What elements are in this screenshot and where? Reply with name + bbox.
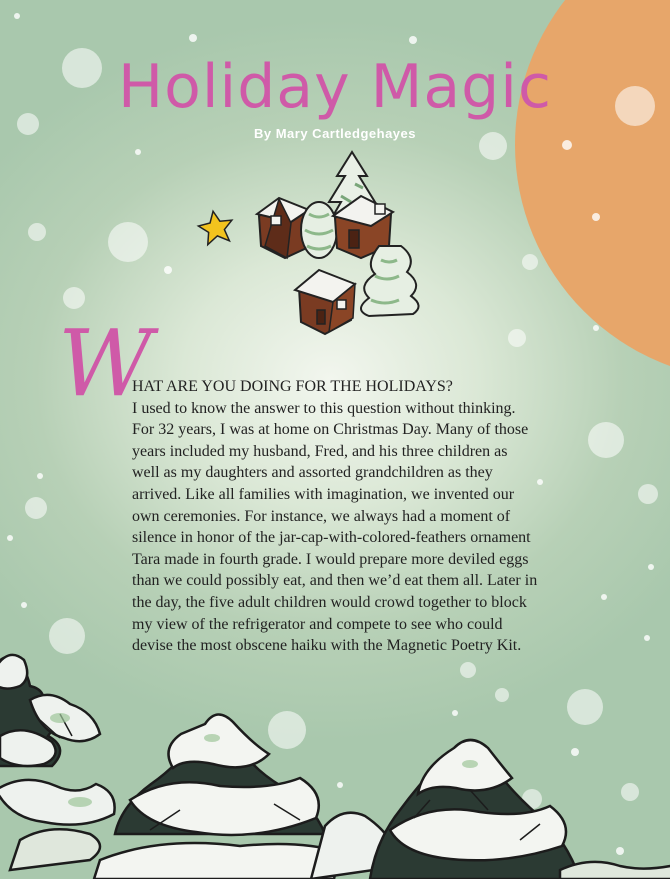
article-title: Holiday Magic [118,52,552,122]
body-line: well as my daughters and assorted grandchildren as they [132,464,493,482]
star-icon [196,208,235,245]
body-line: devise the most obscene haiku with the Magnetic Poetry Kit. [132,637,522,655]
snowy-tree-icon [361,246,419,316]
body-line: years included my husband, Fred, and his three children as [132,442,508,460]
snowy-forest [0,640,670,879]
drop-cap: W [58,310,153,417]
body-line: For 32 years, I was at home on Christmas Day. Many of those [132,421,529,439]
body-line: my view of the refrigerator and compete to see who could [132,615,503,633]
body-line: the day, the five adult children would crowd together to block [132,593,527,611]
snowy-tree-icon [301,202,337,258]
byline: By Mary Cartledgehayes [253,126,416,141]
lead-in: HAT ARE YOU DOING FOR THE HOLIDAYS? [132,378,453,395]
body-line: I used to know the answer to this question without thinking. [132,399,516,417]
body-line: arrived. Like all families with imagination, we invented our [132,485,515,503]
village-illustration [195,150,425,340]
house-icon [295,270,355,334]
body-line: Tara made in fourth grade. I would prepare more deviled eggs [132,550,529,568]
article-body [132,376,562,657]
body-text [132,398,562,657]
body-line: own ceremonies. For instance, we always had a moment of [132,507,511,525]
body-line: silence in honor of the jar-cap-with-colored-feathers ornament [132,529,531,547]
body-line: than we could possibly eat, and then we’d eat them all. Later in [132,572,538,590]
